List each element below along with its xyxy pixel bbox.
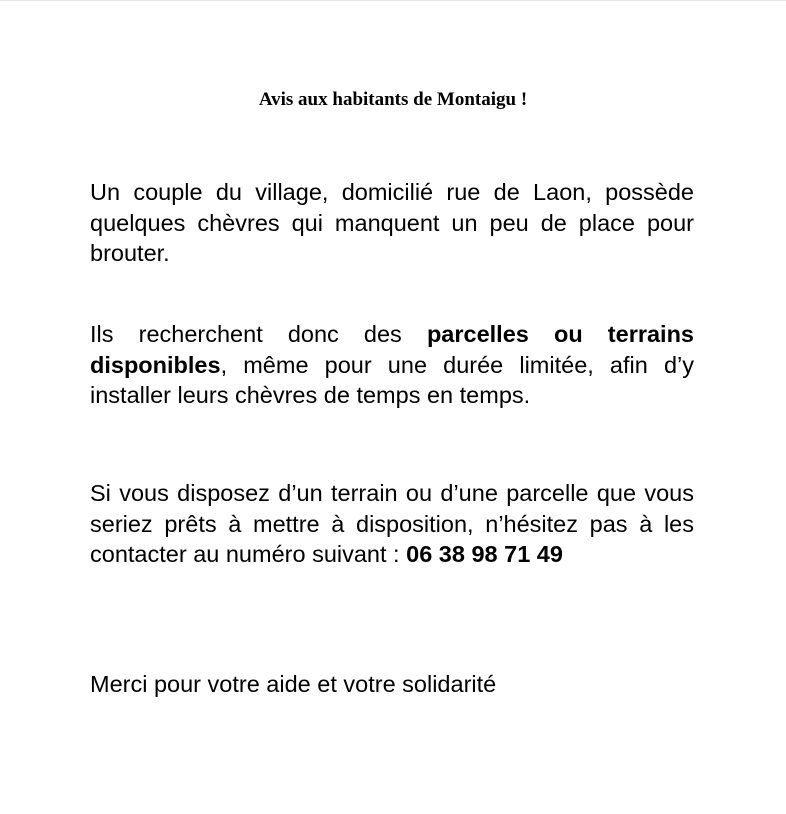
paragraph-goats-description: Un couple du village, domicilié rue de Laon, possède quelques chèvres qui manquent un peu de place pour brouter. bbox=[90, 179, 694, 266]
notice-title: Avis aux habitants de Montaigu ! bbox=[258, 89, 528, 110]
paragraph-contact-text: Si vous disposez d’un terrain ou d’une parcelle que vous seriez prêts à mettre à disposition, n’hésitez pas à les contacter au numéro suivant : bbox=[90, 480, 694, 567]
paragraph-land-request-rest: , même pour une durée limitée, afin d’y installer leurs chèvres de temps en temps. bbox=[90, 351, 694, 408]
paragraph-thanks: Merci pour votre aide et votre solidarité bbox=[90, 671, 497, 697]
highlight-land-available: parcelles ou terrains disponibles bbox=[90, 321, 695, 378]
paragraph-land-request bbox=[90, 319, 694, 411]
paragraph-contact bbox=[90, 478, 694, 570]
contact-phone-number: 06 38 98 71 49 bbox=[406, 541, 563, 567]
paragraph-land-request-intro: Ils recherchent donc des bbox=[90, 321, 427, 347]
